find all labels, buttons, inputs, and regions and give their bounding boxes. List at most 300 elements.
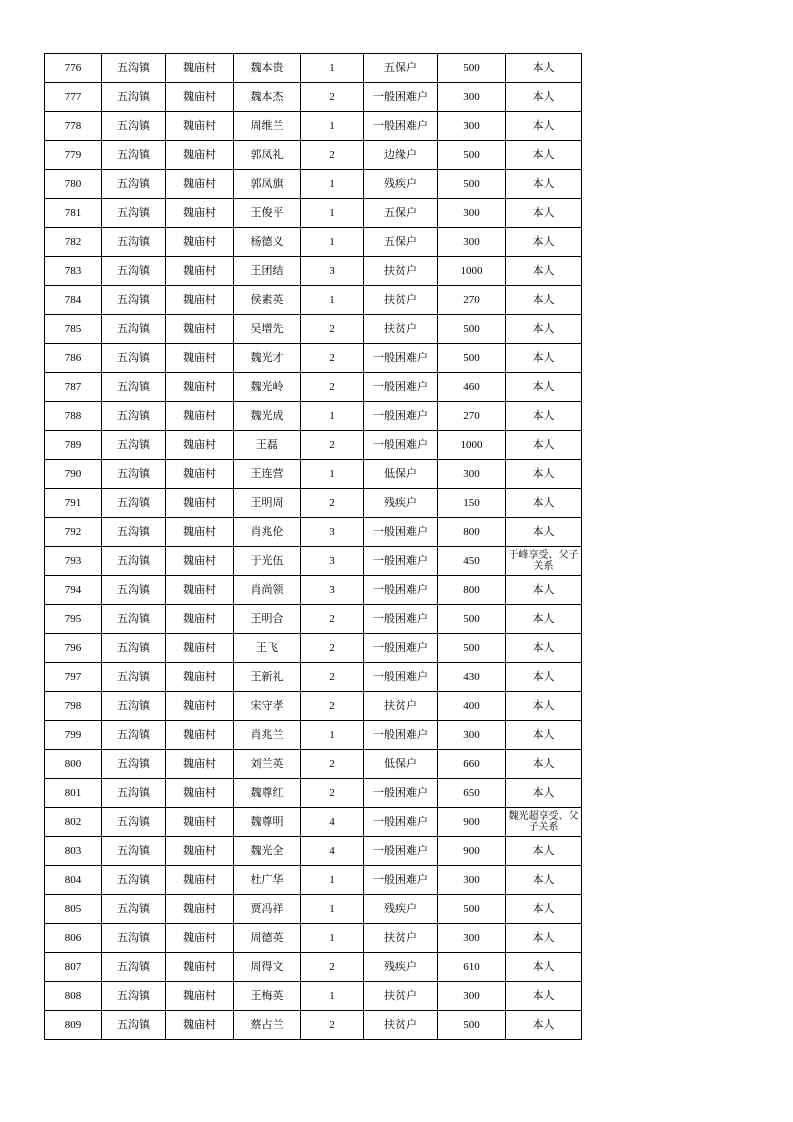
table-row	[45, 1011, 582, 1040]
household-type-cell: 一般困难户	[364, 605, 438, 634]
village-cell: 魏庙村	[166, 83, 234, 112]
table-row	[45, 199, 582, 228]
household-type-cell: 一般困难户	[364, 866, 438, 895]
village-cell: 魏庙村	[166, 373, 234, 402]
name-cell: 魏光成	[234, 402, 301, 431]
table-row	[45, 112, 582, 141]
village-cell: 魏庙村	[166, 460, 234, 489]
table-row	[45, 286, 582, 315]
household-size-cell: 3	[301, 257, 364, 286]
household-type-cell: 扶贫户	[364, 286, 438, 315]
household-size-cell: 2	[301, 692, 364, 721]
table-row	[45, 779, 582, 808]
village-cell: 魏庙村	[166, 808, 234, 837]
recipient-note-cell: 本人	[506, 460, 582, 489]
village-cell: 魏庙村	[166, 866, 234, 895]
row-number: 805	[45, 895, 102, 924]
table-row	[45, 402, 582, 431]
town-cell: 五沟镇	[102, 286, 166, 315]
recipient-note-cell: 本人	[506, 54, 582, 83]
amount-cell: 500	[438, 170, 506, 199]
table-row	[45, 605, 582, 634]
recipient-note-cell: 本人	[506, 1011, 582, 1040]
household-type-cell: 一般困难户	[364, 576, 438, 605]
recipient-note-cell: 本人	[506, 634, 582, 663]
town-cell: 五沟镇	[102, 634, 166, 663]
amount-cell: 650	[438, 779, 506, 808]
name-cell: 吴增先	[234, 315, 301, 344]
household-type-cell: 扶贫户	[364, 982, 438, 1011]
household-type-cell: 一般困难户	[364, 344, 438, 373]
household-type-cell: 扶贫户	[364, 315, 438, 344]
name-cell: 王明周	[234, 489, 301, 518]
recipient-note-cell: 本人	[506, 83, 582, 112]
town-cell: 五沟镇	[102, 373, 166, 402]
town-cell: 五沟镇	[102, 83, 166, 112]
amount-cell: 400	[438, 692, 506, 721]
row-number: 787	[45, 373, 102, 402]
household-size-cell: 1	[301, 112, 364, 141]
household-size-cell: 1	[301, 402, 364, 431]
household-type-cell: 扶贫户	[364, 924, 438, 953]
recipient-note-cell: 魏光超享受、父子关系	[506, 808, 582, 837]
name-cell: 魏本杰	[234, 83, 301, 112]
household-type-cell: 一般困难户	[364, 779, 438, 808]
amount-cell: 500	[438, 141, 506, 170]
recipient-note-cell: 本人	[506, 315, 582, 344]
row-number: 791	[45, 489, 102, 518]
amount-cell: 300	[438, 112, 506, 141]
amount-cell: 900	[438, 837, 506, 866]
town-cell: 五沟镇	[102, 489, 166, 518]
amount-cell: 500	[438, 895, 506, 924]
name-cell: 王飞	[234, 634, 301, 663]
town-cell: 五沟镇	[102, 663, 166, 692]
table-row	[45, 750, 582, 779]
row-number: 779	[45, 141, 102, 170]
household-size-cell: 2	[301, 315, 364, 344]
village-cell: 魏庙村	[166, 750, 234, 779]
household-type-cell: 一般困难户	[364, 373, 438, 402]
row-number: 807	[45, 953, 102, 982]
town-cell: 五沟镇	[102, 605, 166, 634]
row-number: 806	[45, 924, 102, 953]
name-cell: 肖兆伦	[234, 518, 301, 547]
recipient-note-cell: 本人	[506, 402, 582, 431]
name-cell: 魏尊明	[234, 808, 301, 837]
row-number: 798	[45, 692, 102, 721]
name-cell: 王梅英	[234, 982, 301, 1011]
row-number: 800	[45, 750, 102, 779]
name-cell: 魏光岭	[234, 373, 301, 402]
amount-cell: 300	[438, 866, 506, 895]
row-number: 792	[45, 518, 102, 547]
household-type-cell: 五保户	[364, 54, 438, 83]
amount-cell: 270	[438, 402, 506, 431]
recipient-note-cell: 本人	[506, 141, 582, 170]
village-cell: 魏庙村	[166, 257, 234, 286]
row-number: 778	[45, 112, 102, 141]
table-row	[45, 518, 582, 547]
table-row	[45, 141, 582, 170]
household-type-cell: 一般困难户	[364, 547, 438, 576]
town-cell: 五沟镇	[102, 547, 166, 576]
household-size-cell: 1	[301, 866, 364, 895]
table-row	[45, 344, 582, 373]
village-cell: 魏庙村	[166, 402, 234, 431]
household-size-cell: 2	[301, 83, 364, 112]
household-size-cell: 1	[301, 199, 364, 228]
household-type-cell: 边缘户	[364, 141, 438, 170]
town-cell: 五沟镇	[102, 431, 166, 460]
name-cell: 肖尚领	[234, 576, 301, 605]
town-cell: 五沟镇	[102, 953, 166, 982]
amount-cell: 300	[438, 924, 506, 953]
amount-cell: 270	[438, 286, 506, 315]
recipient-note-cell: 本人	[506, 721, 582, 750]
row-number: 808	[45, 982, 102, 1011]
table-row	[45, 692, 582, 721]
recipient-note-cell: 本人	[506, 112, 582, 141]
amount-cell: 610	[438, 953, 506, 982]
recipient-note-cell: 本人	[506, 779, 582, 808]
town-cell: 五沟镇	[102, 315, 166, 344]
village-cell: 魏庙村	[166, 982, 234, 1011]
village-cell: 魏庙村	[166, 547, 234, 576]
recipient-note-cell: 本人	[506, 982, 582, 1011]
amount-cell: 300	[438, 982, 506, 1011]
village-cell: 魏庙村	[166, 1011, 234, 1040]
name-cell: 王新礼	[234, 663, 301, 692]
amount-cell: 300	[438, 228, 506, 257]
table-row	[45, 431, 582, 460]
amount-cell: 800	[438, 518, 506, 547]
recipient-note-cell: 本人	[506, 170, 582, 199]
recipient-note-cell: 本人	[506, 866, 582, 895]
row-number: 786	[45, 344, 102, 373]
recipient-note-cell: 本人	[506, 518, 582, 547]
row-number: 782	[45, 228, 102, 257]
table-row	[45, 460, 582, 489]
household-type-cell: 一般困难户	[364, 663, 438, 692]
town-cell: 五沟镇	[102, 257, 166, 286]
amount-cell: 300	[438, 460, 506, 489]
name-cell: 魏尊红	[234, 779, 301, 808]
table-row	[45, 663, 582, 692]
household-type-cell: 一般困难户	[364, 837, 438, 866]
household-type-cell: 低保户	[364, 750, 438, 779]
household-size-cell: 2	[301, 750, 364, 779]
household-type-cell: 一般困难户	[364, 83, 438, 112]
name-cell: 肖兆兰	[234, 721, 301, 750]
amount-cell: 900	[438, 808, 506, 837]
household-type-cell: 残疾户	[364, 170, 438, 199]
town-cell: 五沟镇	[102, 808, 166, 837]
town-cell: 五沟镇	[102, 170, 166, 199]
town-cell: 五沟镇	[102, 518, 166, 547]
recipient-note-cell: 本人	[506, 837, 582, 866]
village-cell: 魏庙村	[166, 431, 234, 460]
row-number: 799	[45, 721, 102, 750]
row-number: 789	[45, 431, 102, 460]
household-size-cell: 3	[301, 518, 364, 547]
village-cell: 魏庙村	[166, 692, 234, 721]
household-type-cell: 一般困难户	[364, 808, 438, 837]
household-size-cell: 2	[301, 779, 364, 808]
household-size-cell: 3	[301, 576, 364, 605]
town-cell: 五沟镇	[102, 779, 166, 808]
recipient-note-cell: 本人	[506, 576, 582, 605]
name-cell: 王团结	[234, 257, 301, 286]
recipient-note-cell: 本人	[506, 895, 582, 924]
name-cell: 王磊	[234, 431, 301, 460]
town-cell: 五沟镇	[102, 228, 166, 257]
row-number: 804	[45, 866, 102, 895]
amount-cell: 150	[438, 489, 506, 518]
household-size-cell: 1	[301, 228, 364, 257]
village-cell: 魏庙村	[166, 112, 234, 141]
amount-cell: 450	[438, 547, 506, 576]
amount-cell: 500	[438, 54, 506, 83]
town-cell: 五沟镇	[102, 460, 166, 489]
household-size-cell: 2	[301, 431, 364, 460]
household-size-cell: 3	[301, 547, 364, 576]
recipient-note-cell: 本人	[506, 228, 582, 257]
household-type-cell: 五保户	[364, 228, 438, 257]
name-cell: 侯素英	[234, 286, 301, 315]
amount-cell: 500	[438, 315, 506, 344]
household-type-cell: 残疾户	[364, 953, 438, 982]
recipient-note-cell: 本人	[506, 750, 582, 779]
table-row	[45, 315, 582, 344]
town-cell: 五沟镇	[102, 576, 166, 605]
town-cell: 五沟镇	[102, 141, 166, 170]
household-size-cell: 1	[301, 170, 364, 199]
village-cell: 魏庙村	[166, 605, 234, 634]
row-number: 809	[45, 1011, 102, 1040]
household-type-cell: 一般困难户	[364, 431, 438, 460]
household-size-cell: 1	[301, 460, 364, 489]
table-row	[45, 228, 582, 257]
town-cell: 五沟镇	[102, 837, 166, 866]
village-cell: 魏庙村	[166, 576, 234, 605]
table-row	[45, 924, 582, 953]
name-cell: 贾冯祥	[234, 895, 301, 924]
household-size-cell: 2	[301, 663, 364, 692]
row-number: 797	[45, 663, 102, 692]
amount-cell: 1000	[438, 257, 506, 286]
household-size-cell: 2	[301, 373, 364, 402]
recipient-note-cell: 本人	[506, 344, 582, 373]
village-cell: 魏庙村	[166, 489, 234, 518]
name-cell: 魏光才	[234, 344, 301, 373]
amount-cell: 300	[438, 199, 506, 228]
table-row	[45, 634, 582, 663]
name-cell: 郭凤旗	[234, 170, 301, 199]
table-row	[45, 547, 582, 576]
recipient-note-cell: 本人	[506, 199, 582, 228]
household-size-cell: 2	[301, 605, 364, 634]
name-cell: 蔡占兰	[234, 1011, 301, 1040]
row-number: 790	[45, 460, 102, 489]
table-row	[45, 721, 582, 750]
household-type-cell: 一般困难户	[364, 112, 438, 141]
household-size-cell: 1	[301, 286, 364, 315]
household-size-cell: 1	[301, 982, 364, 1011]
table-row	[45, 576, 582, 605]
amount-cell: 300	[438, 721, 506, 750]
village-cell: 魏庙村	[166, 721, 234, 750]
household-type-cell: 一般困难户	[364, 721, 438, 750]
name-cell: 宋守孝	[234, 692, 301, 721]
village-cell: 魏庙村	[166, 663, 234, 692]
row-number: 785	[45, 315, 102, 344]
recipient-note-cell: 本人	[506, 489, 582, 518]
table-row	[45, 895, 582, 924]
household-size-cell: 2	[301, 344, 364, 373]
row-number: 795	[45, 605, 102, 634]
town-cell: 五沟镇	[102, 750, 166, 779]
recipient-note-cell: 于峰享受、父子关系	[506, 547, 582, 576]
table-row	[45, 953, 582, 982]
table-row	[45, 808, 582, 837]
name-cell: 王连营	[234, 460, 301, 489]
name-cell: 杜广华	[234, 866, 301, 895]
town-cell: 五沟镇	[102, 344, 166, 373]
household-size-cell: 4	[301, 808, 364, 837]
household-size-cell: 2	[301, 489, 364, 518]
row-number: 803	[45, 837, 102, 866]
recipient-note-cell: 本人	[506, 431, 582, 460]
name-cell: 周维兰	[234, 112, 301, 141]
household-type-cell: 五保户	[364, 199, 438, 228]
household-type-cell: 一般困难户	[364, 402, 438, 431]
village-cell: 魏庙村	[166, 141, 234, 170]
household-type-cell: 扶贫户	[364, 692, 438, 721]
recipient-note-cell: 本人	[506, 373, 582, 402]
recipient-note-cell: 本人	[506, 924, 582, 953]
household-size-cell: 1	[301, 895, 364, 924]
row-number: 784	[45, 286, 102, 315]
table-row	[45, 257, 582, 286]
household-size-cell: 1	[301, 54, 364, 83]
town-cell: 五沟镇	[102, 1011, 166, 1040]
amount-cell: 500	[438, 344, 506, 373]
row-number: 776	[45, 54, 102, 83]
village-cell: 魏庙村	[166, 953, 234, 982]
town-cell: 五沟镇	[102, 199, 166, 228]
row-number: 777	[45, 83, 102, 112]
household-size-cell: 1	[301, 924, 364, 953]
town-cell: 五沟镇	[102, 924, 166, 953]
household-size-cell: 1	[301, 721, 364, 750]
recipient-note-cell: 本人	[506, 286, 582, 315]
row-number: 780	[45, 170, 102, 199]
row-number: 781	[45, 199, 102, 228]
town-cell: 五沟镇	[102, 112, 166, 141]
recipient-note-cell: 本人	[506, 257, 582, 286]
village-cell: 魏庙村	[166, 779, 234, 808]
village-cell: 魏庙村	[166, 315, 234, 344]
town-cell: 五沟镇	[102, 866, 166, 895]
village-cell: 魏庙村	[166, 344, 234, 373]
table-row	[45, 489, 582, 518]
village-cell: 魏庙村	[166, 518, 234, 547]
table-row	[45, 982, 582, 1011]
household-type-cell: 一般困难户	[364, 518, 438, 547]
table-row	[45, 170, 582, 199]
row-number: 783	[45, 257, 102, 286]
household-size-cell: 2	[301, 634, 364, 663]
village-cell: 魏庙村	[166, 54, 234, 83]
recipient-note-cell: 本人	[506, 605, 582, 634]
household-type-cell: 一般困难户	[364, 634, 438, 663]
village-cell: 魏庙村	[166, 924, 234, 953]
village-cell: 魏庙村	[166, 895, 234, 924]
amount-cell: 460	[438, 373, 506, 402]
name-cell: 周德英	[234, 924, 301, 953]
household-type-cell: 低保户	[364, 460, 438, 489]
table-row	[45, 837, 582, 866]
village-cell: 魏庙村	[166, 286, 234, 315]
town-cell: 五沟镇	[102, 54, 166, 83]
name-cell: 魏本贵	[234, 54, 301, 83]
row-number: 796	[45, 634, 102, 663]
name-cell: 郭凤礼	[234, 141, 301, 170]
table-body	[45, 54, 582, 1040]
recipient-note-cell: 本人	[506, 663, 582, 692]
household-type-cell: 扶贫户	[364, 1011, 438, 1040]
amount-cell: 300	[438, 83, 506, 112]
town-cell: 五沟镇	[102, 982, 166, 1011]
household-size-cell: 2	[301, 141, 364, 170]
name-cell: 周得文	[234, 953, 301, 982]
village-cell: 魏庙村	[166, 170, 234, 199]
recipient-note-cell: 本人	[506, 953, 582, 982]
village-cell: 魏庙村	[166, 634, 234, 663]
town-cell: 五沟镇	[102, 895, 166, 924]
name-cell: 王明合	[234, 605, 301, 634]
row-number: 794	[45, 576, 102, 605]
table-row	[45, 373, 582, 402]
household-type-cell: 扶贫户	[364, 257, 438, 286]
name-cell: 杨德义	[234, 228, 301, 257]
amount-cell: 500	[438, 605, 506, 634]
name-cell: 王俊平	[234, 199, 301, 228]
household-type-cell: 残疾户	[364, 895, 438, 924]
table-row	[45, 83, 582, 112]
name-cell: 于光伍	[234, 547, 301, 576]
row-number: 801	[45, 779, 102, 808]
town-cell: 五沟镇	[102, 692, 166, 721]
village-cell: 魏庙村	[166, 228, 234, 257]
amount-cell: 500	[438, 634, 506, 663]
amount-cell: 500	[438, 1011, 506, 1040]
household-size-cell: 2	[301, 953, 364, 982]
town-cell: 五沟镇	[102, 721, 166, 750]
recipient-note-cell: 本人	[506, 692, 582, 721]
table-row	[45, 866, 582, 895]
household-size-cell: 4	[301, 837, 364, 866]
town-cell: 五沟镇	[102, 402, 166, 431]
amount-cell: 430	[438, 663, 506, 692]
household-size-cell: 2	[301, 1011, 364, 1040]
name-cell: 刘兰英	[234, 750, 301, 779]
row-number: 802	[45, 808, 102, 837]
row-number: 788	[45, 402, 102, 431]
village-cell: 魏庙村	[166, 837, 234, 866]
amount-cell: 1000	[438, 431, 506, 460]
